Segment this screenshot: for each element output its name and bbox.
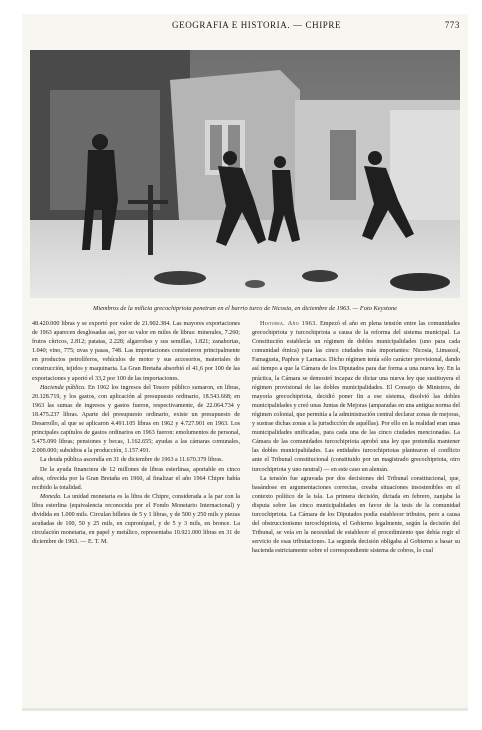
photo-illustration <box>30 50 460 298</box>
tension-paragraph: La tensión fue agravada por dos decisiones del Tribunal constitucional, que, basándose en argumentaciones correctas, creaba situaciones insostenibles en el contexto político de la isla. La primera decisión, dictada en febrero, zanjaba la disputa sobre las cinco municipalidades en favor de la tesis de la comunidad turcochipriota. La Cámara de los Diputados podía establecer tributos, pero a causa del obstruccionismo turcochipriota, el Gobierno legalmente, según la decisión del Tribunal, se veía en la necesidad de establecer el procedimiento que debía regir el servicio de esas tributaciones. La segunda decisión obligaba al Gobierno a basar su hacienda estrictamente sobre el correspondiente sistema de cobros, lo cual <box>252 475 460 555</box>
currency-paragraph <box>32 493 240 548</box>
currency-heading: Moneda. <box>40 493 62 500</box>
page-sheet <box>22 14 468 708</box>
photo-caption: Miembros de la milicia grecochipriota penetran en el barrio turco de Nicosia, en diciembre de 1963. — Foto Keystone <box>93 305 397 312</box>
hacienda-text: En 1962 los ingresos del Tesoro público sumaron, en libras, 20.128.719, y los gastos, con aplicación al presupuesto ordinario, 18.543.668; en 1963 las sumas de ingresos y gastos fueron, respectivamente, de 22.064.734 y 18.475.237 libras. Aparte del presupuesto ordinario, existe un presupuesto de Desarrollo, al que se aplicaron 4.491.105 libras en 1962 y 4.727.901 en 1963. Los principales capítulos de gastos ordinarios en 1963 fueron: emolumentos de personal, 5.475.090 libras; pensiones y becas, 1.162.655; ayudas a las cámaras comunales, 2.000.000; subsidios a la producción, 1.157.491. <box>32 384 240 455</box>
history-text: Empezó el año en plena tensión entre las comunidades grecochipriota y turcochipriota a causa de la reforma del sistema municipal. La Constitución establecía un régimen de dobles municipalidades (uno para cada comunidad étnica) para las cinco ciudades más importantes: Nicosia, Limassol, Famagusta, Paphos y Larnaca. Dicho régimen tenía sólo carácter provisional, dando así tiempo a que la Cámara de los Diputados para dar forma a una nueva ley. En la práctica, la Cámara se demostró incapaz de dictar una nueva ley que sustituyera el régimen provisional de las dobles municipalidades. El Consejo de Ministros, de mayoría grecochipriota, decidió poner fin a ese sistema, disolvió las dobles municipalidades y creó unas Juntas de Mejoras (amparadas en una antigua norma del régimen colonial, que permitía a la administración central declarar zonas de mejoras, y sustrae dichas zonas a la jurisdicción de aquéllas). Por ello en la realidad eran unas municipalidades unificadas, para cada una de las cinco ciudades mencionadas. La Cámara de las comunidades turcochipriota aprobó una ley que pretendía mantener las dobles municipalidades. Las entidades turcochipriotas plantearon el conflicto ante el Tribunal constitucional (constituido por un magistrado grecochipriota, otro turcochipriota y uno neutral) — en este caso un alemán. <box>252 321 460 473</box>
page-bottom-edge <box>22 708 468 711</box>
running-title: GEOGRAFIA E HISTORIA. — CHIPRE <box>172 20 342 30</box>
history-paragraph <box>252 320 460 475</box>
history-heading: Historia. Año 1963. <box>260 321 318 327</box>
running-header <box>22 20 468 34</box>
left-column <box>32 320 240 547</box>
hacienda-heading: Hacienda pública. <box>40 384 86 391</box>
page-number: 773 <box>444 20 460 30</box>
right-column <box>252 320 460 556</box>
economy-paragraph: 48.420.000 libras y se exportó por valor de 21.902.384. Las mayores exportaciones de 1963 aparecen desglosadas así, por su valor en miles de libras: minerales, 7.260; frutos cítricos, 2.812; patatas, 2.228; algarrobas y sus semillas, 1.821; zanahorias, 1.040; vino, 775; uvas y pasas, 748. Las importaciones consistieron principalmente en productos petrolíferos, vehículos de motor y sus accesorios, materiales de construcción, tejidos y maquinaria. La Gran Bretaña absorbió el 41,6 por 100 de las exportaciones y aportó el 33,2 por 100 de las importaciones. <box>32 321 240 382</box>
news-photo <box>30 50 460 298</box>
debt-paragraph: La deuda pública ascendía en 31 de diciembre de 1963 a 11.670.379 libras. <box>40 457 224 464</box>
hacienda-paragraph <box>32 384 240 457</box>
currency-text: La unidad monetaria es la libra de Chipre, considerada a la par con la libra esterlina (equivalencia reconocida por el Fondo Monetario Internacional) y dividida en 1.000 mils. Circulan billetes de 5 y 1 libras, y de 500 y 250 mils y piezas acuñadas de 100, 50 y 25 mils, en cuproníquel, y de 5 y 3 mils, en bronce. La circulación monetaria, en papel y metálico, representaba 10.921.000 libras en 31 de diciembre de 1963. — E. T. M. <box>32 493 240 546</box>
aid-paragraph: De la ayuda financiera de 12 millones de libras esterlinas, aportable en cinco años, ofrecida por la Gran Bretaña en 1960, al finalizar el año 1964 Chipre había recibido la totalidad. <box>32 466 240 491</box>
